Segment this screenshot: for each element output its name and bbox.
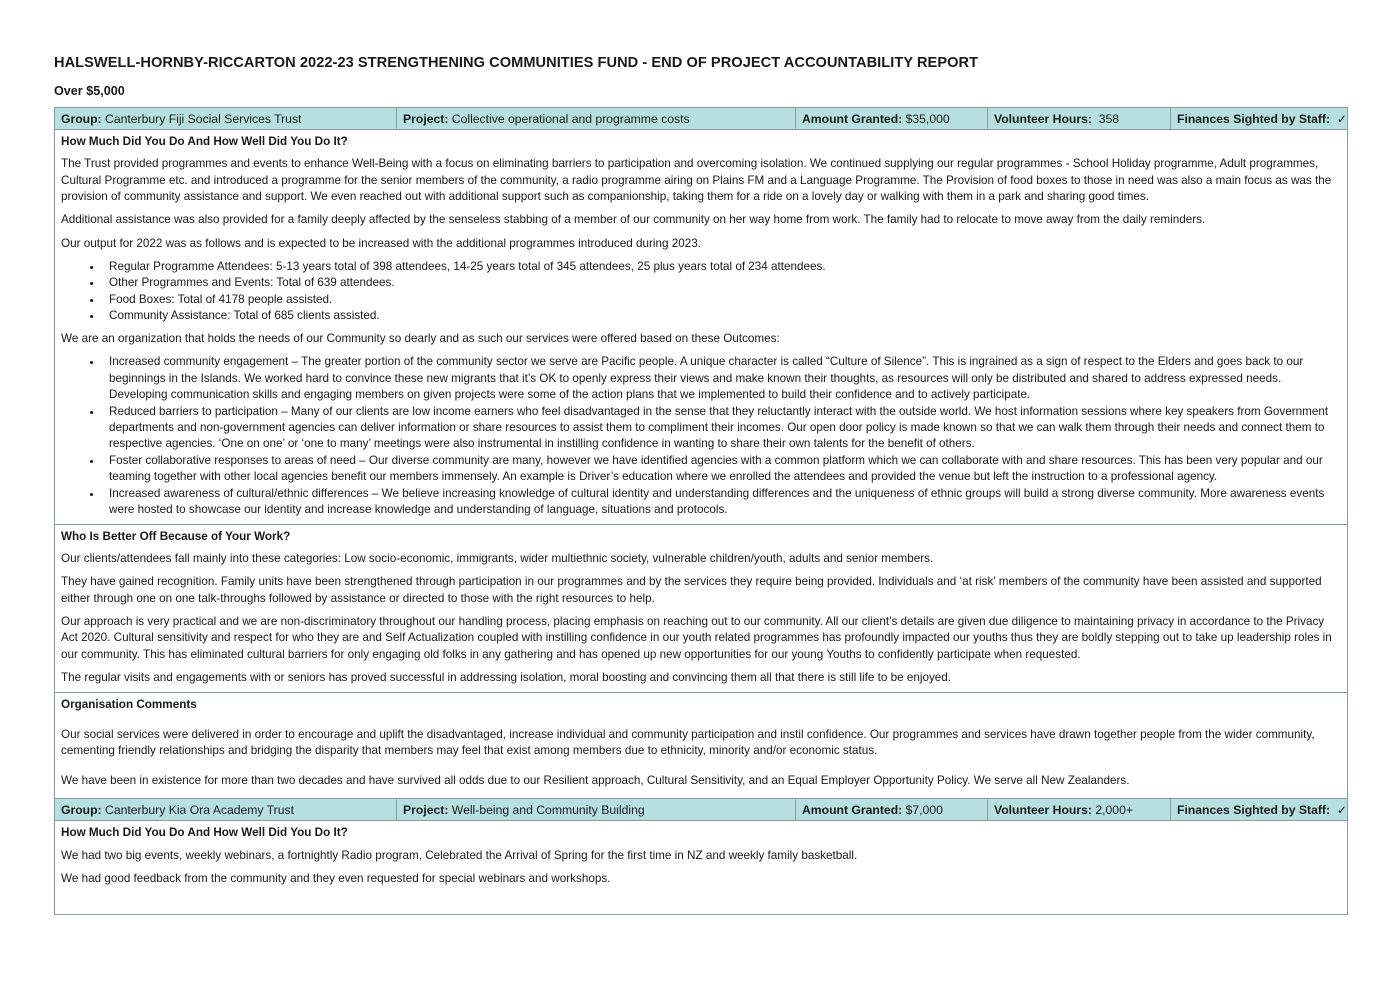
report-table: [54, 107, 1348, 915]
group-label: Group:: [61, 112, 102, 126]
paragraph: We are an organization that holds the needs of our Community so dearly and as such our services were offered based on these Outcomes:: [61, 332, 780, 346]
hours-label: Volunteer Hours:: [994, 803, 1092, 818]
organisation-comments-row: [55, 693, 1348, 799]
hours-cell: [988, 799, 1171, 821]
hours-value: 358: [1098, 112, 1120, 126]
paragraph: We had two big events, weekly webinars, a fortnightly Radio program, Celebrated the Arrival of Spring for the first time in NZ and weekly family basketball.: [61, 848, 858, 862]
paragraph: The Trust provided programmes and events to enhance Well-Being with a focus on eliminating barriers to participation and overcoming isolation. We continued supplying our regular programmes - School Holiday programme, Adult programmes, Cultural Programme etc. and introduced a programme for the senior members of the community, a radio programme airing on Plains FM and a Language Programme. The Provision of food boxes to those in need was also a main focus as was the provision of community assistance and support. We even reached out with additional support such as companionship, taking them for a ride on a lovely day or walking with them in a park and sharing good times.: [61, 157, 1332, 204]
paragraph: Additional assistance was also provided for a family deeply affected by the senseless stabbing of a member of our community on her way home from work. The family had to relocate to move away from the daily reminders.: [61, 213, 1206, 227]
paragraph: Our approach is very practical and we are non-discriminatory throughout our handling process, placing emphasis on reaching out to our community. All our client’s details are given due diligence to maintaining privacy in accordance to the Privacy Act 2020. Cultural sensitivity and respect for who they are and Self Actualization coupled with instilling confidence in our youth related programmes has profoundly impacted our youths thus they are boldly stepping out to take up leadership roles in our community. This has eliminated cultural barriers for only engaging old folks in any gathering and has opened up new opportunities for our young Youths to confidently participate when requested.: [61, 614, 1332, 661]
group-name: Canterbury Fiji Social Services Trust: [105, 112, 302, 126]
section-title: Who Is Better Off Because of Your Work?: [61, 529, 291, 543]
outcomes-list: [61, 354, 1341, 518]
group-header-row: [55, 108, 1348, 130]
project-name: Well-being and Community Building: [451, 803, 645, 818]
list-item: • Other Programmes and Events: Total of 639 attendees.: [103, 275, 1341, 291]
check-icon: ✓: [1336, 803, 1347, 818]
report-title: HALSWELL-HORNBY-RICCARTON 2022-23 STRENGTHENING COMMUNITIES FUND - END OF PROJECT ACCOUNTABILITY REPORT: [54, 55, 979, 71]
paragraph: Our clients/attendees fall mainly into these categories: Low socio-economic, immigrants, wider multiethnic society, vulnerable children/youth, adults and senior members.: [61, 551, 934, 565]
amount-value: $35,000: [905, 112, 950, 126]
paragraph: We had good feedback from the community and they even requested for special webinars and workshops.: [61, 871, 611, 885]
paragraph: We have been in existence for more than two decades and have survived all odds due to our Resilient approach, Cultural Sensitivity, and an Equal Employer Opportunity Policy. We serve all New Zealanders.: [61, 773, 1130, 787]
blank-space: [61, 894, 1341, 910]
organisation-comments-section: [55, 693, 1348, 799]
how-much-row: [55, 130, 1348, 525]
hours-value: 2,000+: [1095, 803, 1133, 818]
project-cell: [397, 799, 796, 821]
section-title: Organisation Comments: [61, 698, 197, 712]
paragraph: Our social services were delivered in order to encourage and uplift the disadvantaged, increase individual and community participation and instil confidence. Our programmes and services have drawn together people from the wider community, cementing friendly relationships and bridging the disparity that members may feel that exist among members due to ethnicity, minority and/or economic status.: [61, 727, 1315, 757]
hours-label: Volunteer Hours:: [994, 112, 1092, 126]
paragraph: Our output for 2022 was as follows and is expected to be increased with the additional programmes introduced during 2023.: [61, 236, 701, 250]
finances-cell: [1171, 108, 1348, 130]
project-label: Project:: [403, 803, 449, 818]
who-better-off-row: [55, 524, 1348, 693]
who-better-off-section: [55, 524, 1348, 693]
amount-label: Amount Granted:: [802, 803, 903, 818]
finances-label: Finances Sighted by Staff:: [1177, 112, 1331, 126]
list-item: • Food Boxes: Total of 4178 people assisted.: [103, 292, 1341, 308]
list-item: • Reduced barriers to participation – Many of our clients are low income earners who feel disadvantaged in the sense that they reluctantly interact with the outside world. We host information sessions where key speakers from Government departments and non-government agencies can deliver information or share resources to assist them to compliment their incomes. Our open door policy is made known so that we can walk them through their needs and connect them to respective agencies. ‘One on one’ or ‘one to many’ meetings were also instrumental in instilling confidence in wanting to share their own talents for the benefit of others.: [103, 404, 1341, 453]
group-cell: [55, 799, 397, 821]
how-much-section: [55, 821, 1348, 915]
section-title: How Much Did You Do And How Well Did You Do It?: [61, 135, 348, 148]
amount-value: $7,000: [905, 803, 943, 818]
group-name: Canterbury Kia Ora Academy Trust: [105, 803, 294, 818]
list-item: • Increased community engagement – The greater portion of the community sector we serve are Pacific people. A unique character is called “Culture of Silence”. This is ingrained as a sign of respect to the Elders and goes back to our beginnings in the Islands. We worked hard to convince these new migrants that it’s OK to openly express their views and make known their thoughts, as resources will only be distributed and shared to address expressed needs. Developing communication skills and engaging members on given projects were some of the action plans that we implemented to build their confidence and to actively participate.: [103, 354, 1341, 403]
list-item: • Regular Programme Attendees: 5-13 years total of 398 attendees, 14-25 years total of 345 attendees, 25 plus years total of 234 attendees.: [103, 259, 1341, 275]
group-label: Group:: [61, 803, 102, 818]
list-item: • Foster collaborative responses to areas of need – Our diverse community are many, however we have identified agencies with a common platform which we can collaborate with and share resources. This has been very popular and our teaming together with other local agencies benefit our members immensely. An example is Driver’s education where we enrolled the attendees and provided the venue but left the instruction to a professional agency.: [103, 453, 1341, 486]
hours-cell: [988, 108, 1171, 130]
project-cell: [397, 108, 796, 130]
check-icon: ✓: [1336, 112, 1347, 126]
finances-cell: [1171, 799, 1348, 821]
paragraph: They have gained recognition. Family units have been strengthened through participation in our programmes and by the services they require being provided. Individuals and ‘at risk’ members of the community have been assisted and supported either through one on one talk-throughs followed by assistance or directed to those with the right resources to help.: [61, 575, 1322, 605]
outputs-list: [61, 259, 1341, 325]
section-title: How Much Did You Do And How Well Did You Do It?: [61, 826, 348, 840]
group-cell: [55, 108, 397, 130]
group-header-row: [55, 799, 1348, 821]
how-much-section: [55, 130, 1348, 525]
amount-cell: [796, 799, 988, 821]
project-name: Collective operational and programme costs: [451, 112, 690, 126]
finances-label: Finances Sighted by Staff:: [1177, 803, 1331, 818]
report-subtitle: Over $5,000: [54, 84, 125, 98]
paragraph: The regular visits and engagements with or seniors has proved successful in addressing isolation, moral boosting and convincing them all that there is still life to be enjoyed.: [61, 670, 952, 684]
report-page: [54, 52, 1347, 915]
list-item: • Increased awareness of cultural/ethnic differences – We believe increasing knowledge of cultural identity and understanding differences and the uniqueness of ethnic groups will build a strong diverse community. More awareness events were hosted to showcase our identity and increase knowledge and understanding of language, situations and protocols.: [103, 486, 1341, 519]
list-item: • Community Assistance: Total of 685 clients assisted.: [103, 308, 1341, 324]
amount-label: Amount Granted:: [802, 112, 903, 126]
amount-cell: [796, 108, 988, 130]
how-much-row: [55, 821, 1348, 915]
project-label: Project:: [403, 112, 449, 126]
